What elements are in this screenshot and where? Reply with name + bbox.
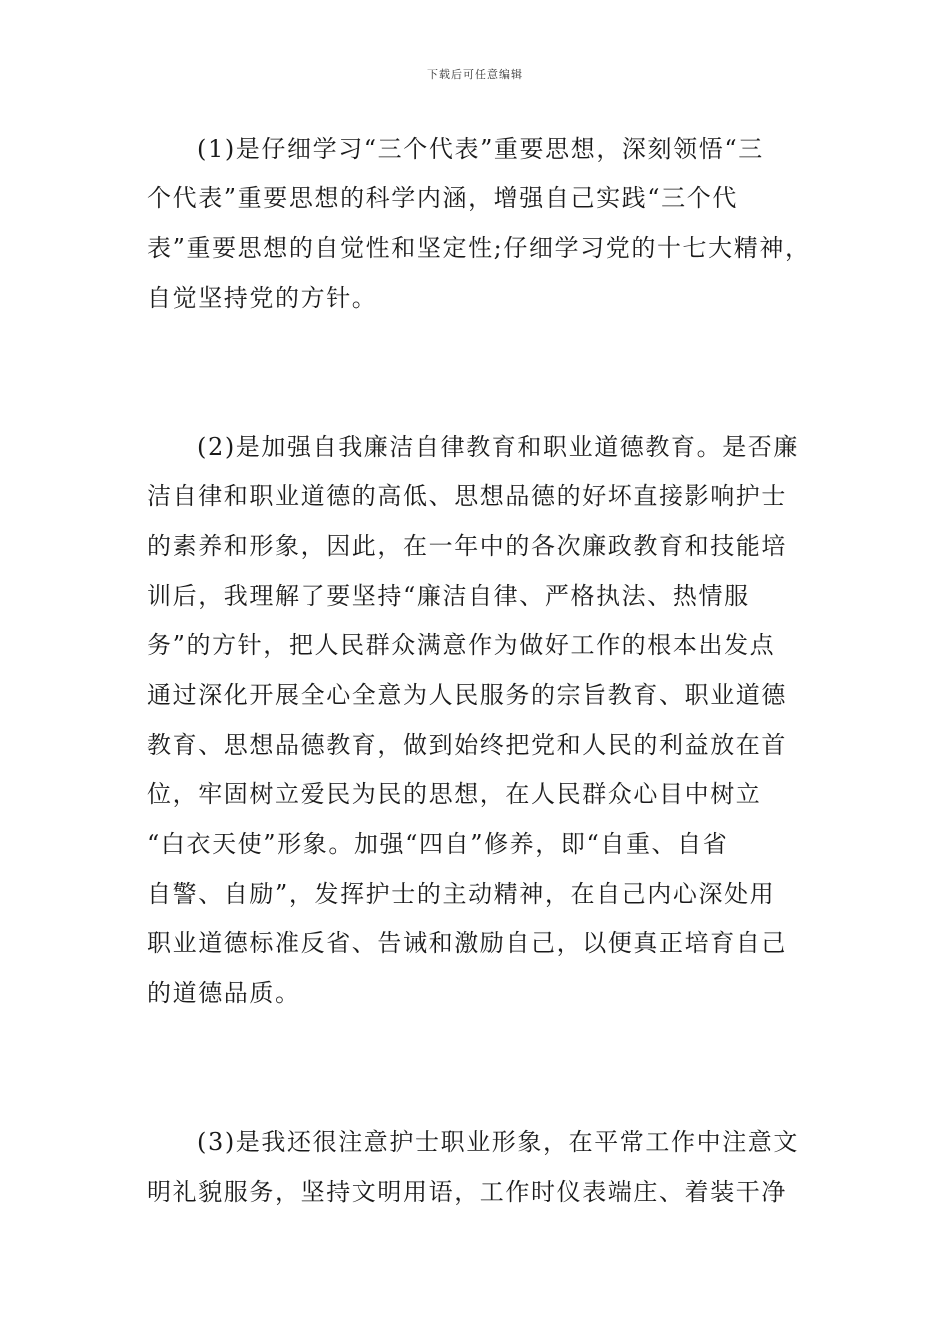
- paragraph-line: 自觉坚持党的方针。: [147, 284, 378, 312]
- paragraph-line: 个代表”重要思想的科学内涵，增强自己实践“三个代: [147, 184, 738, 212]
- paragraph-line: (2)是加强自我廉洁自律教育和职业道德教育。是否廉: [197, 433, 799, 461]
- paragraph-line: 自警、自励”，发挥护士的主动精神，在自己内心深处用: [147, 880, 776, 908]
- paragraph-line: (3)是我还很注意护士职业形象，在平常工作中注意文: [197, 1128, 799, 1156]
- paragraph-line: 的道德品质。: [147, 979, 301, 1007]
- paragraph-line: 务”的方针，把人民群众满意作为做好工作的根本出发点: [147, 631, 776, 659]
- paragraph-line: 通过深化开展全心全意为人民服务的宗旨教育、职业道德: [147, 681, 787, 709]
- paragraph-line: (1)是仔细学习“三个代表”重要思想，深刻领悟“三: [197, 135, 764, 163]
- paragraph-line: 教育、思想品德教育，做到始终把党和人民的利益放在首: [147, 731, 787, 759]
- paragraph-line: “白衣天使”形象。加强“四自”修养，即“自重、自省: [147, 830, 729, 858]
- paragraph-line: 表”重要思想的自觉性和坚定性;仔细学习党的十七大精神，: [147, 234, 811, 262]
- paragraph-line: 明礼貌服务，坚持文明用语，工作时仪表端庄、着装干净: [147, 1178, 787, 1206]
- paragraph-line: 洁自律和职业道德的高低、思想品德的好坏直接影响护士: [147, 482, 787, 510]
- paragraph-line: 的素养和形象，因此，在一年中的各次廉政教育和技能培: [147, 532, 787, 560]
- paragraph-line: 训后，我理解了要坚持“廉洁自律、严格执法、热情服: [147, 582, 750, 610]
- header-note: 下载后可任意编辑: [427, 68, 523, 81]
- paragraph-line: 位，牢固树立爱民为民的思想，在人民群众心目中树立: [147, 780, 762, 808]
- paragraph-line: 职业道德标准反省、告诫和激励自己，以便真正培育自己: [147, 929, 787, 957]
